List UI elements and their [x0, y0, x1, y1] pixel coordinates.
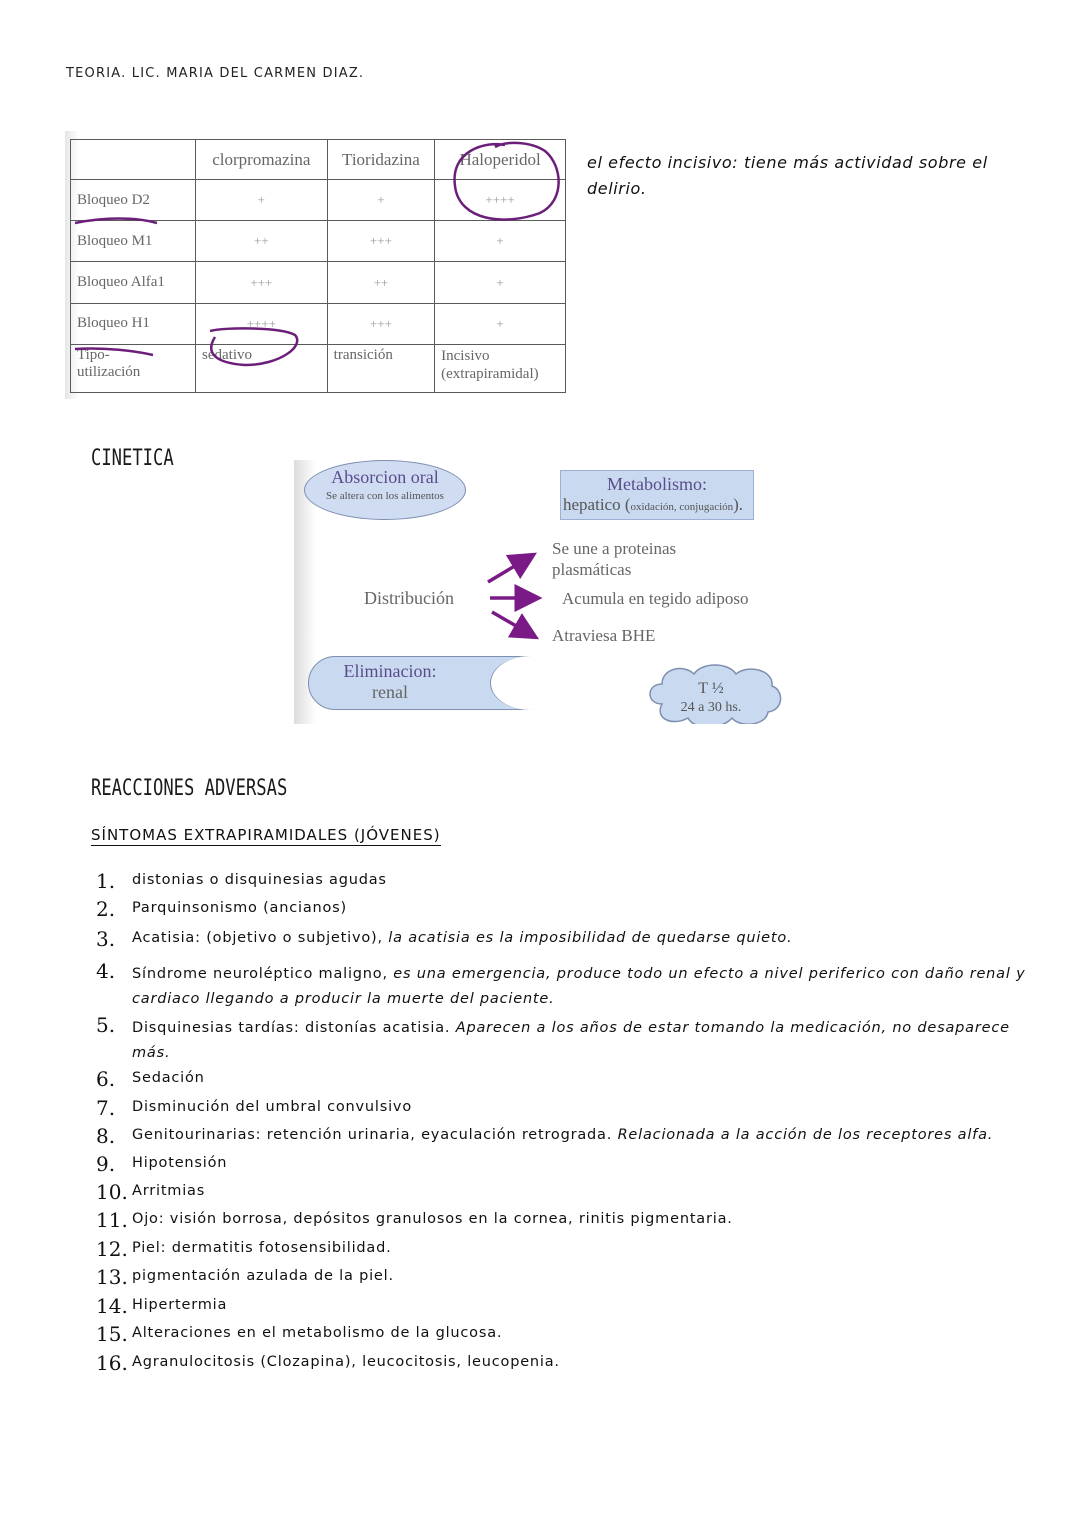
row-label — [71, 344, 196, 392]
table-cell: + — [435, 262, 566, 303]
table-cell: +++ — [327, 221, 434, 262]
table-corner-cell — [71, 140, 196, 180]
item-number: 15. — [96, 1322, 128, 1346]
pharmacokinetics-diagram — [294, 460, 788, 724]
table-cell: sedativo — [196, 344, 328, 392]
item-number: 7. — [96, 1096, 116, 1120]
extrapyramidal-subheading: SÍNTOMAS EXTRAPIRAMIDALES (JÓVENES) — [91, 826, 441, 844]
item-text: pigmentación azulada de la piel. — [132, 1268, 394, 1284]
row-label-line: Tipo- — [77, 346, 110, 363]
list-item — [96, 869, 1036, 900]
item-text: Disquinesias tardías: distonías acatisia. — [132, 1020, 451, 1036]
eliminacion-title: Eliminacion: — [343, 661, 437, 681]
distribucion-label: Distribución — [364, 588, 454, 608]
list-item — [96, 897, 1036, 930]
branch-line: plasmáticas — [552, 560, 632, 579]
branch-bhe: Atraviesa BHE — [552, 626, 656, 645]
item-text: Genitourinarias: retención urinaria, eyaculación retrograda. — [132, 1127, 613, 1143]
list-item — [96, 1152, 1036, 1183]
metabolismo-line: hepatico ( — [563, 495, 631, 514]
item-text: Acatisia: (objetivo o subjetivo), — [132, 930, 383, 946]
item-text: Parquinsonismo (ancianos) — [132, 900, 347, 916]
table-cell: + — [435, 303, 566, 344]
item-number: 1. — [96, 869, 116, 893]
metabolismo-small: oxidación, conjugación — [630, 501, 734, 513]
distribucion-arrows — [480, 550, 550, 646]
reacciones-heading: REACCIONES ADVERSAS — [91, 776, 288, 801]
item-note: Aparecen a los años de estar tomando la medicación, no desaparece más. — [132, 1020, 1010, 1061]
list-item — [96, 1013, 1036, 1070]
metabolismo-title: Metabolismo: — [607, 474, 707, 494]
row-label: Bloqueo H1 — [71, 303, 196, 344]
side-note: el efecto incisivo: tiene más actividad sobre el delirio. — [587, 153, 988, 198]
item-number: 10. — [96, 1180, 128, 1204]
table-cell: +++ — [327, 303, 434, 344]
table-cell: +++ — [196, 262, 328, 303]
list-item — [96, 1294, 1036, 1325]
branch-line: Se une a proteinas — [552, 539, 677, 558]
absorcion-node — [304, 460, 466, 520]
arrow-up-icon — [488, 558, 528, 582]
item-text: Piel: dermatitis fotosensibilidad. — [132, 1240, 392, 1256]
list-item — [96, 1067, 1036, 1099]
antipsychotic-comparison-table — [70, 139, 566, 393]
item-number: 3. — [96, 927, 116, 951]
eliminacion-subtitle: renal — [372, 682, 408, 702]
table-cell: + — [435, 221, 566, 262]
item-note: la acatisia es la imposibilidad de quedarse quieto. — [388, 930, 793, 946]
metabolismo-node — [560, 470, 754, 520]
table-cell: + — [196, 180, 328, 221]
list-item — [96, 927, 1036, 962]
item-text: Disminución del umbral convulsivo — [132, 1099, 412, 1115]
list-item — [96, 1180, 1036, 1211]
metabolismo-detail — [561, 495, 753, 515]
column-header: clorpromazina — [196, 140, 328, 180]
item-text: Síndrome neuroléptico maligno, — [132, 966, 388, 982]
item-text: Ojo: visión borrosa, depósitos granulosos en la cornea, rinitis pigmentaria. — [132, 1211, 733, 1227]
item-text: Sedación — [132, 1070, 205, 1086]
eliminacion-cutout — [490, 656, 571, 710]
branch-proteinas — [552, 538, 676, 580]
list-item — [96, 1208, 1036, 1240]
table-cell: + — [327, 180, 434, 221]
table-cell — [435, 344, 566, 392]
item-number: 5. — [96, 1013, 116, 1037]
list-item — [96, 1124, 1036, 1155]
list-item — [96, 1096, 1036, 1127]
table-cell: ++ — [327, 262, 434, 303]
list-item — [96, 1265, 1036, 1297]
item-number: 12. — [96, 1237, 128, 1261]
metabolismo-close: ). — [733, 495, 744, 514]
absorcion-subtitle: Se altera con los alimentos — [326, 490, 444, 502]
half-life-title: T ½ — [698, 680, 724, 697]
item-number: 13. — [96, 1265, 128, 1289]
column-header: Haloperidol — [435, 140, 566, 180]
item-text: Arritmias — [132, 1183, 206, 1199]
item-number: 9. — [96, 1152, 116, 1176]
list-item — [96, 1351, 1036, 1382]
cinetica-heading: CINETICA — [91, 446, 174, 471]
item-number: 8. — [96, 1124, 116, 1148]
item-number: 4. — [96, 959, 116, 983]
table-cell: transición — [327, 344, 434, 392]
item-text: distonias o disquinesias agudas — [132, 872, 387, 888]
item-text: Agranulocitosis (Clozapina), leucocitosis, leucopenia. — [132, 1354, 560, 1370]
list-item — [96, 1322, 1036, 1354]
item-number: 14. — [96, 1294, 128, 1318]
row-label: Bloqueo D2 — [71, 180, 196, 221]
row-label: Bloqueo M1 — [71, 221, 196, 262]
table-cell: ++++ — [196, 303, 328, 344]
item-text: Alteraciones en el metabolismo de la glucosa. — [132, 1325, 503, 1341]
table-cell-line: Incisivo — [441, 347, 490, 364]
arrow-down-icon — [492, 612, 530, 634]
item-number: 16. — [96, 1351, 128, 1375]
page-header: TEORIA. LIC. MARIA DEL CARMEN DIAZ. — [66, 66, 365, 81]
item-number: 11. — [96, 1208, 128, 1232]
adverse-reactions-list — [96, 869, 1036, 1382]
absorcion-title: Absorcion oral — [331, 467, 439, 487]
item-note: es una emergencia, produce todo un efecto a nivel periferico con daño renal y cardiaco llegando a producir la muerte del paciente. — [132, 966, 1026, 1007]
item-note: Relacionada a la acción de los receptores alfa. — [617, 1127, 994, 1143]
column-header: Tioridazina — [327, 140, 434, 180]
list-item — [96, 1237, 1036, 1268]
table-cell: ++++ — [435, 180, 566, 221]
half-life-value: 24 a 30 hs. — [680, 700, 742, 715]
item-number: 2. — [96, 897, 116, 921]
item-number: 6. — [96, 1067, 116, 1091]
half-life-cloud — [644, 660, 784, 724]
list-item — [96, 959, 1036, 1016]
row-label-line: utilización — [77, 363, 141, 380]
branch-adiposo: Acumula en tegido adiposo — [562, 589, 749, 608]
row-label: Bloqueo Alfa1 — [71, 262, 196, 303]
table-cell-line: (extrapiramidal) — [441, 365, 539, 382]
item-text: Hipotensión — [132, 1155, 228, 1171]
table-cell: ++ — [196, 221, 328, 262]
antipsychotic-comparison-table-image — [65, 131, 569, 399]
item-text: Hipertermia — [132, 1297, 228, 1313]
